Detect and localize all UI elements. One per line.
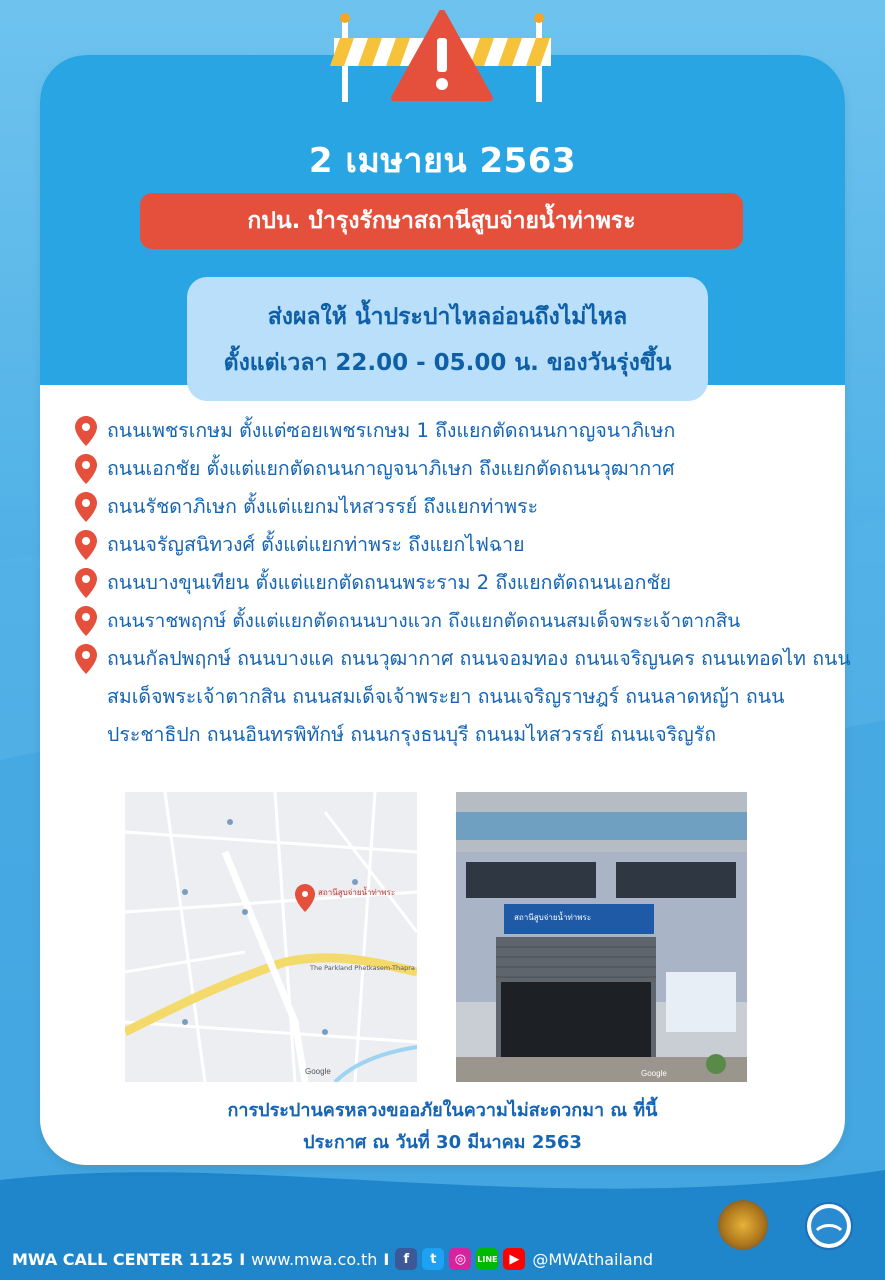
building-graphic	[456, 792, 747, 1082]
station-sign: สถานีสูบจ่ายน้ำท่าพระ	[514, 913, 592, 922]
facebook-icon[interactable]: f	[395, 1248, 417, 1270]
location-pin-icon	[75, 644, 97, 674]
location-map[interactable]	[125, 792, 417, 1082]
road-text: ถนนจรัญสนิทวงศ์ ตั้งแต่แยกท่าพระ ถึงแยกไฟฉาย	[107, 533, 525, 556]
google-logo: Google	[305, 1067, 331, 1076]
list-item	[75, 564, 865, 602]
road-text: ถนนกัลปพฤกษ์ ถนนบางแค ถนนวุฒากาศ ถนนจอมทอง ถนนเจริญนคร ถนนเทอดไท ถนนสมเด็จพระเจ้าตากสิน ถนนสมเด็จเจ้าพระยา ถนนเจริญราษฎร์ ถนนลาดหญ้า ถนนประชาธิปก ถนนอินทรพิทักษ์ ถนนกรุงธนบุรี ถนนมไหสวรรย์ ถนนเจริญรัถ	[107, 647, 851, 746]
list-item	[75, 526, 865, 564]
date-title: 2 เมษายน 2563	[308, 141, 577, 181]
website-link[interactable]: www.mwa.co.th	[251, 1249, 378, 1269]
road-text: ถนนรัชดาภิเษก ตั้งแต่แยกมไหสวรรย์ ถึงแยกท่าพระ	[107, 495, 539, 518]
list-item	[75, 640, 857, 754]
list-item	[75, 450, 865, 488]
road-text: ถนนเอกชัย ตั้งแต่แยกตัดถนนกาญจนาภิเษก ถึงแยกตัดถนนวุฒากาศ	[107, 457, 675, 480]
youtube-icon[interactable]: ▶	[503, 1248, 525, 1270]
location-pin-icon	[75, 492, 97, 522]
map-graphic	[125, 792, 417, 1082]
google-logo: Google	[641, 1069, 667, 1078]
road-text: ถนนบางขุนเทียน ตั้งแต่แยกตัดถนนพระราม 2 ถึงแยกตัดถนนเอกชัย	[107, 571, 672, 594]
mwa-logo	[805, 1202, 853, 1250]
location-pin-icon	[75, 606, 97, 636]
affected-roads-list	[75, 412, 865, 754]
impact-line: ส่งผลให้ น้ำประปาไหลอ่อนถึงไม่ไหล	[267, 304, 628, 330]
list-item	[75, 412, 865, 450]
location-pin-icon	[75, 530, 97, 560]
road-text: ถนนเพชรเกษม ตั้งแต่ซอยเพชรเกษม 1 ถึงแยกตัดถนนกาญจนาภิเษก	[107, 419, 676, 442]
contact-bar	[12, 1248, 653, 1270]
announcement-date: ประกาศ ณ วันที่ 30 มีนาคม 2563	[303, 1132, 582, 1153]
list-item	[75, 488, 865, 526]
warning-barrier-icon	[330, 10, 555, 102]
line-icon[interactable]: LINE	[476, 1248, 498, 1270]
footer-note	[0, 1095, 885, 1159]
map-pin-label: สถานีสูบจ่ายน้ำท่าพระ	[318, 888, 396, 897]
location-pin-icon	[75, 454, 97, 484]
social-handle[interactable]: @MWAthailand	[532, 1249, 653, 1269]
maintenance-banner: กปน. บำรุงรักษาสถานีสูบจ่ายน้ำท่าพระ	[140, 193, 743, 249]
map-place-label: The Parkland Phetkasem-Thapra	[310, 964, 415, 972]
government-seal-logo	[718, 1200, 768, 1250]
impact-info-box	[187, 277, 708, 401]
instagram-icon[interactable]: ◎	[449, 1248, 471, 1270]
apology-text: การประปานครหลวงขออภัยในความไม่สะดวกมา ณ ที่นี้	[227, 1100, 658, 1121]
road-text: ถนนราชพฤกษ์ ตั้งแต่แยกตัดถนนบางแวก ถึงแยกตัดถนนสมเด็จพระเจ้าตากสิน	[107, 610, 741, 632]
separator: I	[383, 1249, 390, 1269]
twitter-icon[interactable]: t	[422, 1248, 444, 1270]
location-pin-icon	[75, 416, 97, 446]
location-pin-icon	[75, 568, 97, 598]
call-center-text: MWA CALL CENTER 1125	[12, 1249, 234, 1269]
list-item	[75, 602, 865, 640]
pump-station-photo[interactable]	[456, 792, 747, 1082]
separator: I	[239, 1249, 246, 1269]
time-range-line: ตั้งแต่เวลา 22.00 - 05.00 น. ของวันรุ่งขึ้น	[223, 350, 672, 376]
